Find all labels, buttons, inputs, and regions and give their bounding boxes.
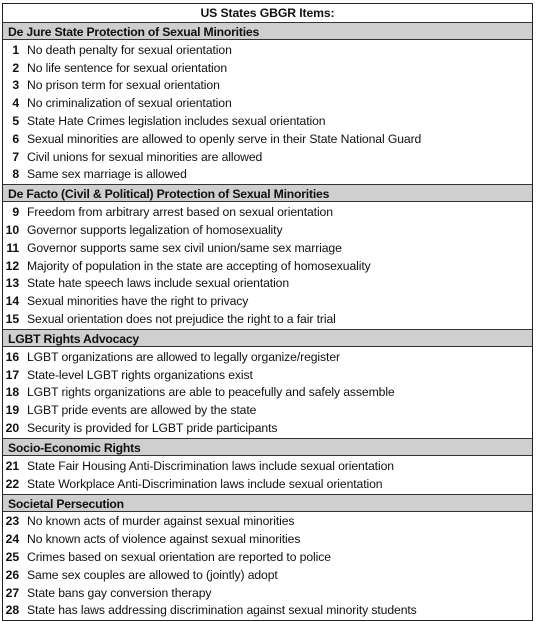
item-number: 2 <box>12 60 19 75</box>
item-number: 4 <box>12 96 19 111</box>
item-number: 28 <box>5 603 19 618</box>
item-text: Crimes based on sexual orientation are reported to police <box>27 550 331 565</box>
item-row <box>3 94 532 112</box>
item-row <box>3 59 532 77</box>
item-number: 21 <box>5 458 19 473</box>
item-row <box>3 584 532 602</box>
item-row <box>3 384 532 402</box>
item-number: 12 <box>5 258 19 273</box>
item-row <box>3 366 532 384</box>
item-number: 23 <box>5 514 19 529</box>
item-row <box>3 257 532 275</box>
item-text: Sexual orientation does not prejudice the right to a fair trial <box>27 312 336 327</box>
item-row <box>3 513 532 531</box>
item-number: 8 <box>12 167 19 182</box>
item-number: 20 <box>5 421 19 436</box>
item-text: No known acts of violence against sexual minorities <box>27 532 301 547</box>
item-text: LGBT rights organizations are able to peacefully and safely assemble <box>27 385 395 400</box>
item-text: No life sentence for sexual orientation <box>27 60 228 75</box>
item-number: 1 <box>12 42 19 57</box>
item-number: 16 <box>5 349 19 364</box>
section-header: Societal Persecution <box>3 494 532 512</box>
item-number: 5 <box>12 114 19 129</box>
item-row <box>3 275 532 293</box>
item-number: 24 <box>5 532 19 547</box>
item-text: Sexual minorities are allowed to openly serve in their State National Guard <box>27 131 422 146</box>
item-number: 18 <box>5 385 19 400</box>
sections-container <box>3 22 532 620</box>
section-items <box>3 40 532 184</box>
item-row <box>3 566 532 584</box>
item-text: State-level LGBT rights organizations exist <box>27 367 253 382</box>
item-row <box>3 112 532 130</box>
item-text: Sexual minorities have the right to privacy <box>27 294 249 309</box>
item-text: Majority of population in the state are accepting of homosexuality <box>27 258 371 273</box>
item-number: 6 <box>12 131 19 146</box>
item-row <box>3 348 532 366</box>
item-text: Governor supports legalization of homosexuality <box>27 223 283 238</box>
item-number: 14 <box>5 294 19 309</box>
item-row <box>3 548 532 566</box>
item-text: Same sex couples are allowed to (jointly) adopt <box>27 567 278 582</box>
item-number: 25 <box>5 550 19 565</box>
section-header: De Facto (Civil & Political) Protection of Sexual Minorities <box>3 184 532 202</box>
item-number: 27 <box>5 585 19 600</box>
item-number: 7 <box>12 149 19 164</box>
section-items <box>3 456 532 494</box>
item-row <box>3 475 532 493</box>
item-text: No prison term for sexual orientation <box>27 78 220 93</box>
item-text: No known acts of murder against sexual minorities <box>27 514 295 529</box>
item-text: Civil unions for sexual minorities are allowed <box>27 149 263 164</box>
section-items <box>3 512 532 621</box>
item-row <box>3 166 532 184</box>
item-row <box>3 130 532 148</box>
item-row <box>3 457 532 475</box>
item-number: 17 <box>5 367 19 382</box>
item-text: State has laws addressing discrimination against sexual minority students <box>27 603 417 618</box>
item-text: LGBT pride events are allowed by the state <box>27 403 257 418</box>
item-number: 15 <box>5 312 19 327</box>
item-row <box>3 148 532 166</box>
section-header: LGBT Rights Advocacy <box>3 329 532 347</box>
item-number: 22 <box>5 476 19 491</box>
item-number: 3 <box>12 78 19 93</box>
item-row <box>3 602 532 620</box>
section-header: Socio-Economic Rights <box>3 438 532 456</box>
item-text: State Workplace Anti-Discrimination laws include sexual orientation <box>27 476 383 491</box>
item-number: 26 <box>5 567 19 582</box>
item-row <box>3 419 532 437</box>
item-number: 19 <box>5 403 19 418</box>
item-number: 9 <box>12 205 19 220</box>
item-text: No criminalization of sexual orientation <box>27 96 232 111</box>
item-text: Same sex marriage is allowed <box>27 167 187 182</box>
item-text: LGBT organizations are allowed to legally organize/register <box>27 349 340 364</box>
item-row <box>3 77 532 95</box>
item-row <box>3 203 532 221</box>
item-row <box>3 221 532 239</box>
item-text: State Fair Housing Anti-Discrimination laws include sexual orientation <box>27 458 394 473</box>
item-row <box>3 310 532 328</box>
item-row <box>3 239 532 257</box>
table-title: US States GBGR Items: <box>200 6 335 20</box>
item-text: Security is provided for LGBT pride participants <box>27 421 278 436</box>
gbgr-items-table <box>2 3 533 621</box>
item-row <box>3 530 532 548</box>
item-row <box>3 41 532 59</box>
item-number: 13 <box>5 276 19 291</box>
item-text: State Hate Crimes legislation includes sexual orientation <box>27 114 326 129</box>
item-text: State bans gay conversion therapy <box>27 585 212 600</box>
item-text: Freedom from arbitrary arrest based on sexual orientation <box>27 205 333 220</box>
item-number: 10 <box>5 223 19 238</box>
item-row <box>3 292 532 310</box>
item-number: 11 <box>6 240 19 255</box>
item-text: No death penalty for sexual orientation <box>27 42 232 57</box>
section-items <box>3 347 532 438</box>
section-items <box>3 202 532 329</box>
item-row <box>3 401 532 419</box>
section-header: De Jure State Protection of Sexual Minorities <box>3 22 532 40</box>
item-text: State hate speech laws include sexual orientation <box>27 276 290 291</box>
item-text: Governor supports same sex civil union/same sex marriage <box>27 240 342 255</box>
